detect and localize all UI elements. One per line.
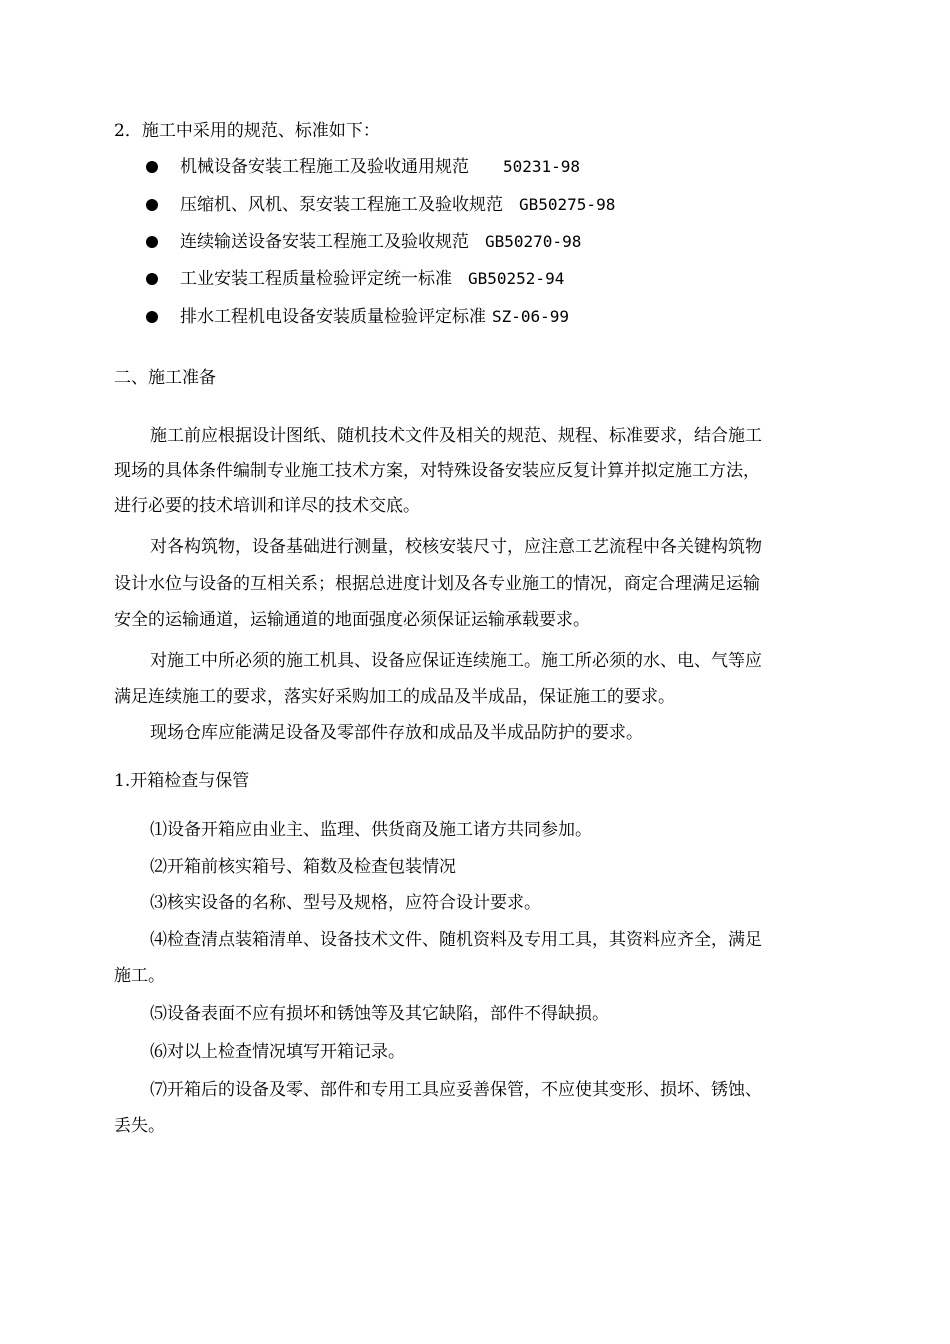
bullet-icon [146,236,158,248]
paragraph-line: 对各构筑物，设备基础进行测量，校核安装尺寸，应注意工艺流程中各关键构筑物 [150,537,762,557]
list-item-continuation: 施工。 [114,966,165,986]
paragraph-line: 对施工中所必须的施工机具、设备应保证连续施工。施工所必须的水、电、气等应 [150,651,762,671]
paragraph-line: 设计水位与设备的互相关系；根据总进度计划及各专业施工的情况，商定合理满足运输 [114,574,760,594]
standard-name: 工业安装工程质量检验评定统一标准 [180,269,452,289]
standard-code: GB50252-94 [468,269,565,288]
list-item-continuation: 丢失。 [114,1116,165,1136]
list-item: ⑷检查清点装箱清单、设备技术文件、随机资料及专用工具，其资料应齐全，满足 [150,930,762,950]
bullet-icon [146,161,158,173]
bullet-icon [146,199,158,211]
unpacking-heading: 1.开箱检查与保管 [114,771,250,791]
standard-name: 机械设备安装工程施工及验收通用规范 [180,157,469,177]
preparation-heading: 二、施工准备 [114,368,216,388]
list-item: ⑺开箱后的设备及零、部件和专用工具应妥善保管，不应使其变形、损坏、锈蚀、 [150,1080,762,1100]
standard-name: 连续输送设备安装工程施工及验收规范 [180,232,469,252]
standard-name: 排水工程机电设备安装质量检验评定标准 [180,307,486,327]
list-item: ⑸设备表面不应有损坏和锈蚀等及其它缺陷，部件不得缺损。 [150,1004,609,1024]
standard-code: 50231-98 [503,157,581,176]
standard-code: GB50275-98 [519,195,616,214]
bullet-icon [146,311,158,323]
paragraph-line: 安全的运输通道，运输通道的地面强度必须保证运输承载要求。 [114,610,590,630]
paragraph-line: 现场仓库应能满足设备及零部件存放和成品及半成品防护的要求。 [150,723,643,743]
paragraph-line: 施工前应根据设计图纸、随机技术文件及相关的规范、规程、标准要求，结合施工 [150,426,762,446]
paragraph-line: 进行必要的技术培训和详尽的技术交底。 [114,496,420,516]
list-item: ⑶核实设备的名称、型号及规格，应符合设计要求。 [150,893,541,913]
paragraph-line: 现场的具体条件编制专业施工技术方案，对特殊设备安装应反复计算并拟定施工方法， [114,461,760,481]
standards-heading: 2．施工中采用的规范、标准如下： [114,121,380,141]
standard-code: SZ-06-99 [492,307,570,326]
list-item: ⑹对以上检查情况填写开箱记录。 [150,1042,405,1062]
standard-code: GB50270-98 [485,232,582,251]
list-item: ⑴设备开箱应由业主、监理、供货商及施工诸方共同参加。 [150,820,592,840]
paragraph-line: 满足连续施工的要求，落实好采购加工的成品及半成品，保证施工的要求。 [114,687,675,707]
standard-name: 压缩机、风机、泵安装工程施工及验收规范 [180,195,503,215]
bullet-icon [146,273,158,285]
list-item: ⑵开箱前核实箱号、箱数及检查包装情况 [150,857,456,877]
